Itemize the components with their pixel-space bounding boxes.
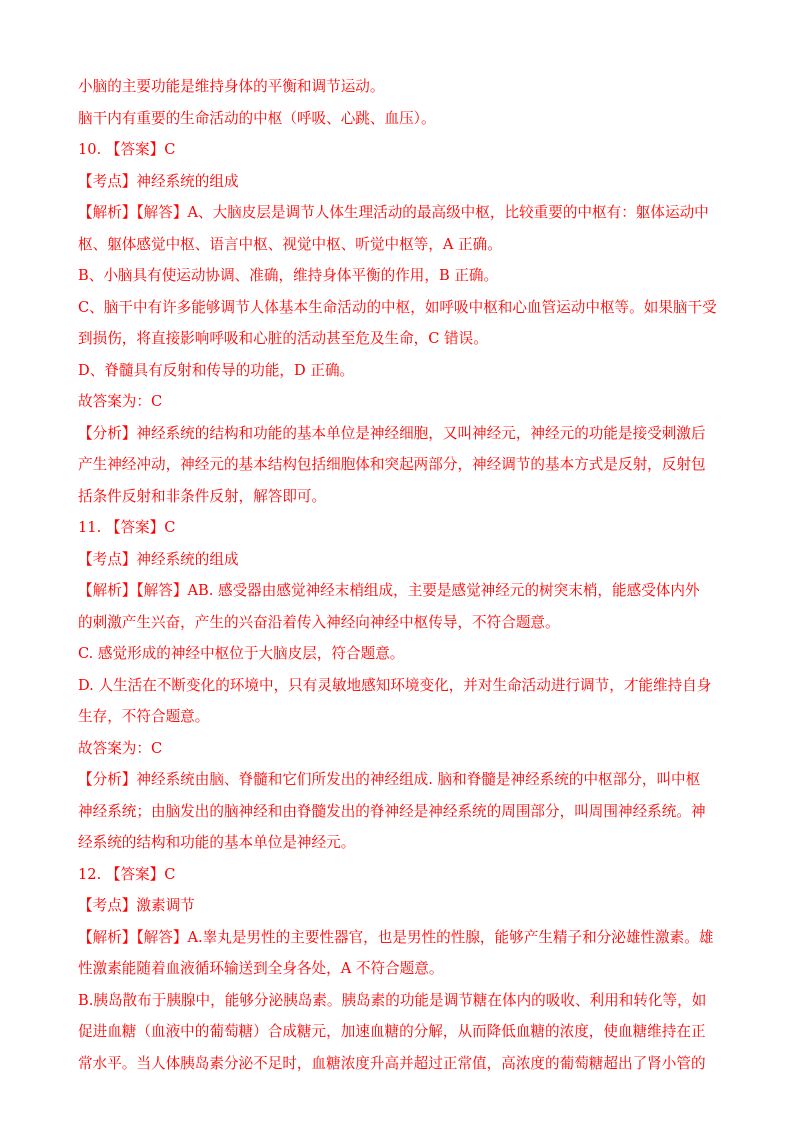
text-line: 常水平。当人体胰岛素分泌不足时，血糖浓度升高并超过正常值，高浓度的葡萄糖超出了肾小管的 [78,1055,706,1072]
topic-heading: 【考点】神经系统的组成 [78,551,239,568]
answer-heading: 10. 【答案】C [78,141,176,158]
analysis-line: 【解析】【解答】A.睾丸是男性的主要性器官，也是男性的性腺，能够产生精子和分泌雄性激素。雄 [78,929,714,946]
text-line: 生存，不符合题意。 [78,708,210,725]
text-line: B、小脑具有使运动协调、准确，维持身体平衡的作用，B 正确。 [78,267,499,284]
text-line: 神经系统；由脑发出的脑神经和由脊髓发出的脊神经是神经系统的周围部分，叫周围神经系统。神 [78,803,706,820]
text-line: D. 人生活在不断变化的环境中，只有灵敏地感知环境变化，并对生命活动进行调节，才能维持自身 [78,677,712,694]
topic-heading: 【考点】激素调节 [78,897,195,914]
text-line: 枢、躯体感觉中枢、语言中枢、视觉中枢、听觉中枢等，A 正确。 [78,236,502,253]
text-line: D、脊髓具有反射和传导的功能，D 正确。 [78,362,355,379]
text-line: 括条件反射和非条件反射，解答即可。 [78,488,327,505]
text-line: 小脑的主要功能是维持身体的平衡和调节运动。 [78,78,385,95]
text-line: 的刺激产生兴奋，产生的兴奋沿着传入神经向神经中枢传导，不符合题意。 [78,614,560,631]
conclusion-line: 故答案为：C [78,740,163,757]
text-line: 性激素能随着血液循环输送到全身各处，A 不符合题意。 [78,960,444,977]
summary-line: 【分析】神经系统由脑、脊髓和它们所发出的神经组成. 脑和脊髓是神经系统的中枢部分，叫中枢 [78,771,701,788]
answer-heading: 11. 【答案】C [78,519,176,536]
text-line: 脑干内有重要的生命活动的中枢（呼吸、心跳、血压）。 [78,110,436,127]
text-line: 到损伤，将直接影响呼吸和心脏的活动甚至危及生命，C 错误。 [78,330,488,347]
text-line: 经系统的结构和功能的基本单位是神经元。 [78,834,356,851]
topic-heading: 【考点】神经系统的组成 [78,173,239,190]
analysis-line: 【解析】【解答】A、大脑皮层是调节人体生理活动的最高级中枢，比较重要的中枢有：躯体运动中 [78,204,709,221]
conclusion-line: 故答案为：C [78,393,163,410]
answer-heading: 12. 【答案】C [78,866,176,883]
text-line: C. 感觉形成的神经中枢位于大脑皮层，符合题意。 [78,645,405,662]
text-line: C、脑干中有许多能够调节人体基本生命活动的中枢，如呼吸中枢和心血管运动中枢等。如果脑干受 [78,299,717,316]
text-line: 产生神经冲动，神经元的基本结构包括细胞体和突起两部分，神经调节的基本方式是反射，反射包 [78,456,706,473]
text-line: 促进血糖（血液中的葡萄糖）合成糖元，加速血糖的分解，从而降低血糖的浓度，使血糖维持在正 [78,1023,706,1040]
summary-line: 【分析】神经系统的结构和功能的基本单位是神经细胞，又叫神经元，神经元的功能是接受刺激后 [78,425,706,442]
analysis-line: 【解析】【解答】AB. 感受器由感觉神经末梢组成，主要是感觉神经元的树突末梢，能感受体内外 [78,582,700,599]
text-line: B.胰岛散布于胰腺中，能够分泌胰岛素。胰岛素的功能是调节糖在体内的吸收、利用和转化等，如 [78,992,707,1009]
